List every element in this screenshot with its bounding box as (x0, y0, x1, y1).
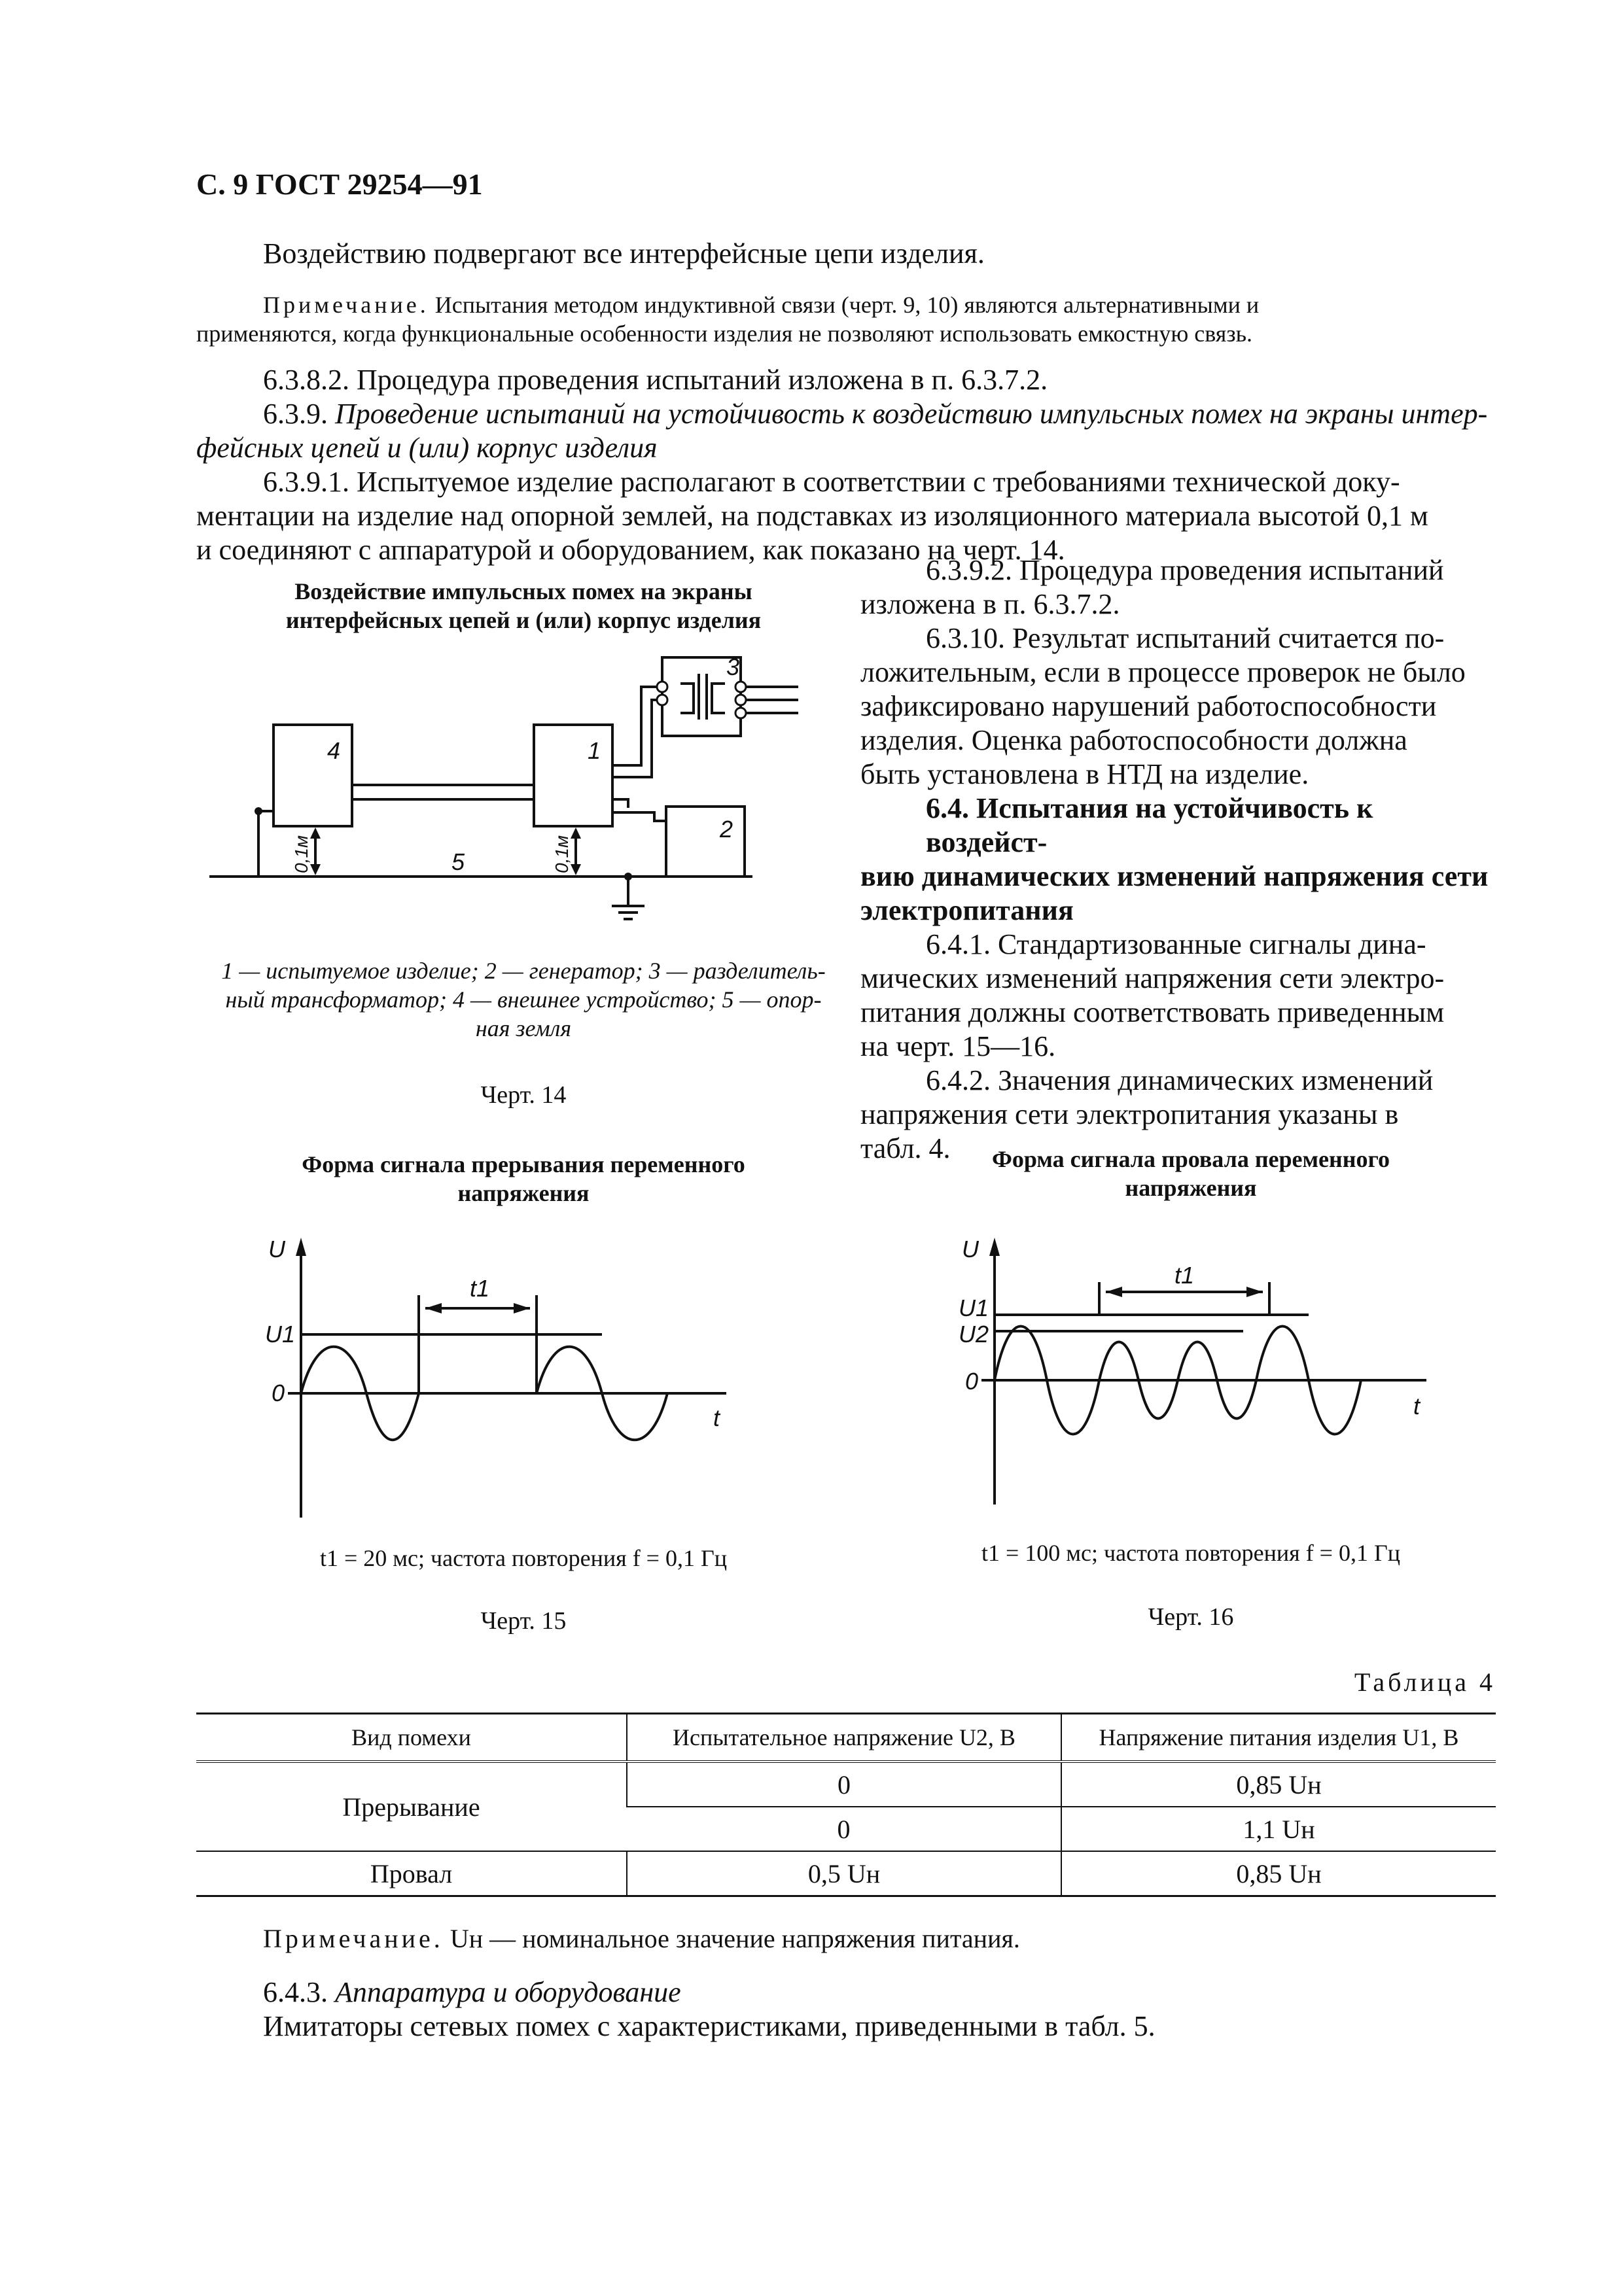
rc-l9: вию динамических изменений напряжения сети (860, 860, 1489, 892)
cell-supply-voltage: 0,85 Uн (1061, 1762, 1496, 1807)
fig16-title-1: Форма сигнала провала переменного (992, 1146, 1390, 1172)
rc-l6: изделия. Оценка работоспособности должна (860, 724, 1407, 756)
fig15-title-1: Форма сигнала прерывания переменного (302, 1151, 745, 1177)
height-label-2: 0,1м (552, 835, 572, 873)
section-title: Аппаратура и оборудование (335, 1976, 681, 2008)
cell-type: Прерывание (342, 1792, 480, 1822)
rc-l12: мических изменений напряжения сети электро- (860, 962, 1445, 994)
cell-supply-voltage: 0,85 Uн (1061, 1851, 1496, 1896)
rc-l5: зафиксировано нарушений работоспособности (860, 690, 1437, 722)
rc-l1: 6.3.9.2. Процедура проведения испытаний (926, 554, 1444, 586)
label-4: 4 (327, 737, 341, 764)
fig15-u1: U1 (265, 1321, 296, 1348)
fig16-axis-u: U (962, 1236, 979, 1262)
paragraph-639-cont: фейсных цепей и (или) корпус изделия (196, 432, 658, 464)
fig15-axis-t: t (713, 1404, 720, 1431)
fig16-u1: U1 (959, 1295, 989, 1321)
paragraph-6391-l2: ментации на изделие над опорной землей, на подставках из изоляционного материала высотой 0,1 м (196, 500, 1428, 532)
fig14-diagram (196, 648, 818, 929)
cell-type: Провал (196, 1851, 627, 1896)
label-5: 5 (451, 848, 465, 875)
fig15-waveform (262, 1230, 759, 1531)
paragraph-impact: Воздействию подвергают все интерфейсные цепи изделия. (263, 237, 985, 270)
label-3: 3 (726, 653, 740, 680)
fig16-note: t1 = 100 мс; частота повторения f = 0,1 Гц (981, 1540, 1401, 1566)
rc-l14: на черт. 15—16. (860, 1030, 1056, 1062)
note-1 (263, 290, 1496, 319)
fig14-title-1: Воздействие импульсных помех на экраны (294, 578, 752, 604)
cell-test-voltage: 0 (627, 1807, 1061, 1851)
rc-l8: 6.4. Испытания на устойчивость к воздейст- (926, 792, 1373, 858)
section-number: 6.3.9. (263, 398, 328, 430)
fig14-legend-1: 1 — испытуемое изделие; 2 — генератор; 3 — разделитель- (221, 958, 826, 984)
label-2: 2 (720, 816, 733, 843)
table-note-text: Uн — номинальное значение напряжения питания. (450, 1924, 1020, 1953)
cell-supply-voltage: 1,1 Uн (1061, 1807, 1496, 1851)
paragraph-simulators: Имитаторы сетевых помех с характеристиками, приведенными в табл. 5. (263, 2010, 1156, 2042)
fig16-caption: Черт. 16 (1148, 1603, 1234, 1631)
table4-label: Таблица 4 (1354, 1667, 1496, 1697)
note-text: Испытания методом индуктивной связи (черт. 9, 10) являются альтернативными и (434, 292, 1260, 318)
paragraph-6382: 6.3.8.2. Процедура проведения испытаний изложена в п. 6.3.7.2. (263, 364, 1048, 396)
paragraph-639 (263, 397, 1496, 431)
fig16-t1: t1 (1174, 1262, 1195, 1289)
fig16-axis-t: t (1413, 1393, 1421, 1419)
label-1: 1 (588, 737, 601, 764)
rc-l13: питания должны соответствовать приведенным (860, 996, 1445, 1028)
table-header-row (196, 1714, 1496, 1762)
table-4 (196, 1713, 1496, 1897)
rc-l3: 6.3.10. Результат испытаний считается по- (926, 622, 1445, 654)
table-row (196, 1762, 1496, 1807)
fig14-legend-2: ный трансформатор; 4 — внешнее устройство; 5 — опор- (225, 986, 822, 1013)
header-type: Вид помехи (196, 1714, 627, 1762)
rc-l2: изложена в п. 6.3.7.2. (860, 588, 1120, 620)
paragraph-6391-l1: 6.3.9.1. Испытуемое изделие располагают в соответствии с требованиями технической доку- (263, 466, 1400, 498)
section-title: Проведение испытаний на устойчивость к воздействию импульсных помех на экраны интер- (335, 398, 1488, 430)
height-label-1: 0,1м (291, 835, 311, 873)
fig15-t1: t1 (470, 1275, 490, 1302)
fig15-caption: Черт. 15 (480, 1607, 567, 1635)
rc-l7: быть установлена в НТД на изделие. (860, 758, 1309, 790)
fig15-zero: 0 (272, 1380, 285, 1406)
cell-test-voltage: 0,5 Uн (627, 1851, 1061, 1896)
rc-l16: напряжения сети электропитания указаны в (860, 1098, 1399, 1130)
table-note (263, 1922, 1020, 1956)
fig16-u2: U2 (959, 1321, 989, 1348)
right-column (860, 553, 1495, 1166)
paragraph-6391-l3: и соединяют с аппаратурой и оборудованием, как показано на черт. 14. (196, 534, 1065, 566)
header-test-voltage: Испытательное напряжение U2, В (627, 1714, 1061, 1762)
page-header: С. 9 ГОСТ 29254—91 (196, 167, 483, 201)
cell-test-voltage: 0 (627, 1762, 1061, 1807)
fig16-zero: 0 (965, 1368, 979, 1395)
fig15-note: t1 = 20 мс; частота повторения f = 0,1 Гц (319, 1545, 728, 1571)
table-note-label: Примечание. (263, 1924, 444, 1953)
fig14-legend-3: ная земля (475, 1015, 572, 1041)
header-supply-voltage: Напряжение питания изделия U1, В (1061, 1714, 1496, 1762)
fig16-waveform (955, 1230, 1453, 1518)
note-label: Примечание. (263, 292, 429, 318)
rc-l11: 6.4.1. Стандартизованные сигналы дина- (926, 928, 1426, 960)
rc-l4: ложительным, если в процессе проверок не было (860, 656, 1466, 688)
fig16-title-2: напряжения (1125, 1175, 1257, 1201)
rc-l17: табл. 4. (860, 1132, 951, 1164)
fig15-axis-u: U (268, 1236, 285, 1262)
note-1-cont: применяются, когда функциональные особенности изделия не позволяют использовать емкостную связь. (196, 321, 1253, 347)
fig14-title-2: интерфейсных цепей и (или) корпус изделия (285, 607, 762, 633)
table-row (196, 1851, 1496, 1896)
rc-l10: электропитания (860, 894, 1074, 926)
fig15-title-2: напряжения (457, 1180, 590, 1206)
section-number: 6.4.3. (263, 1976, 328, 2008)
rc-l15: 6.4.2. Значения динамических изменений (926, 1064, 1434, 1096)
paragraph-643 (263, 1975, 681, 2009)
fig14-caption: Черт. 14 (480, 1081, 567, 1109)
